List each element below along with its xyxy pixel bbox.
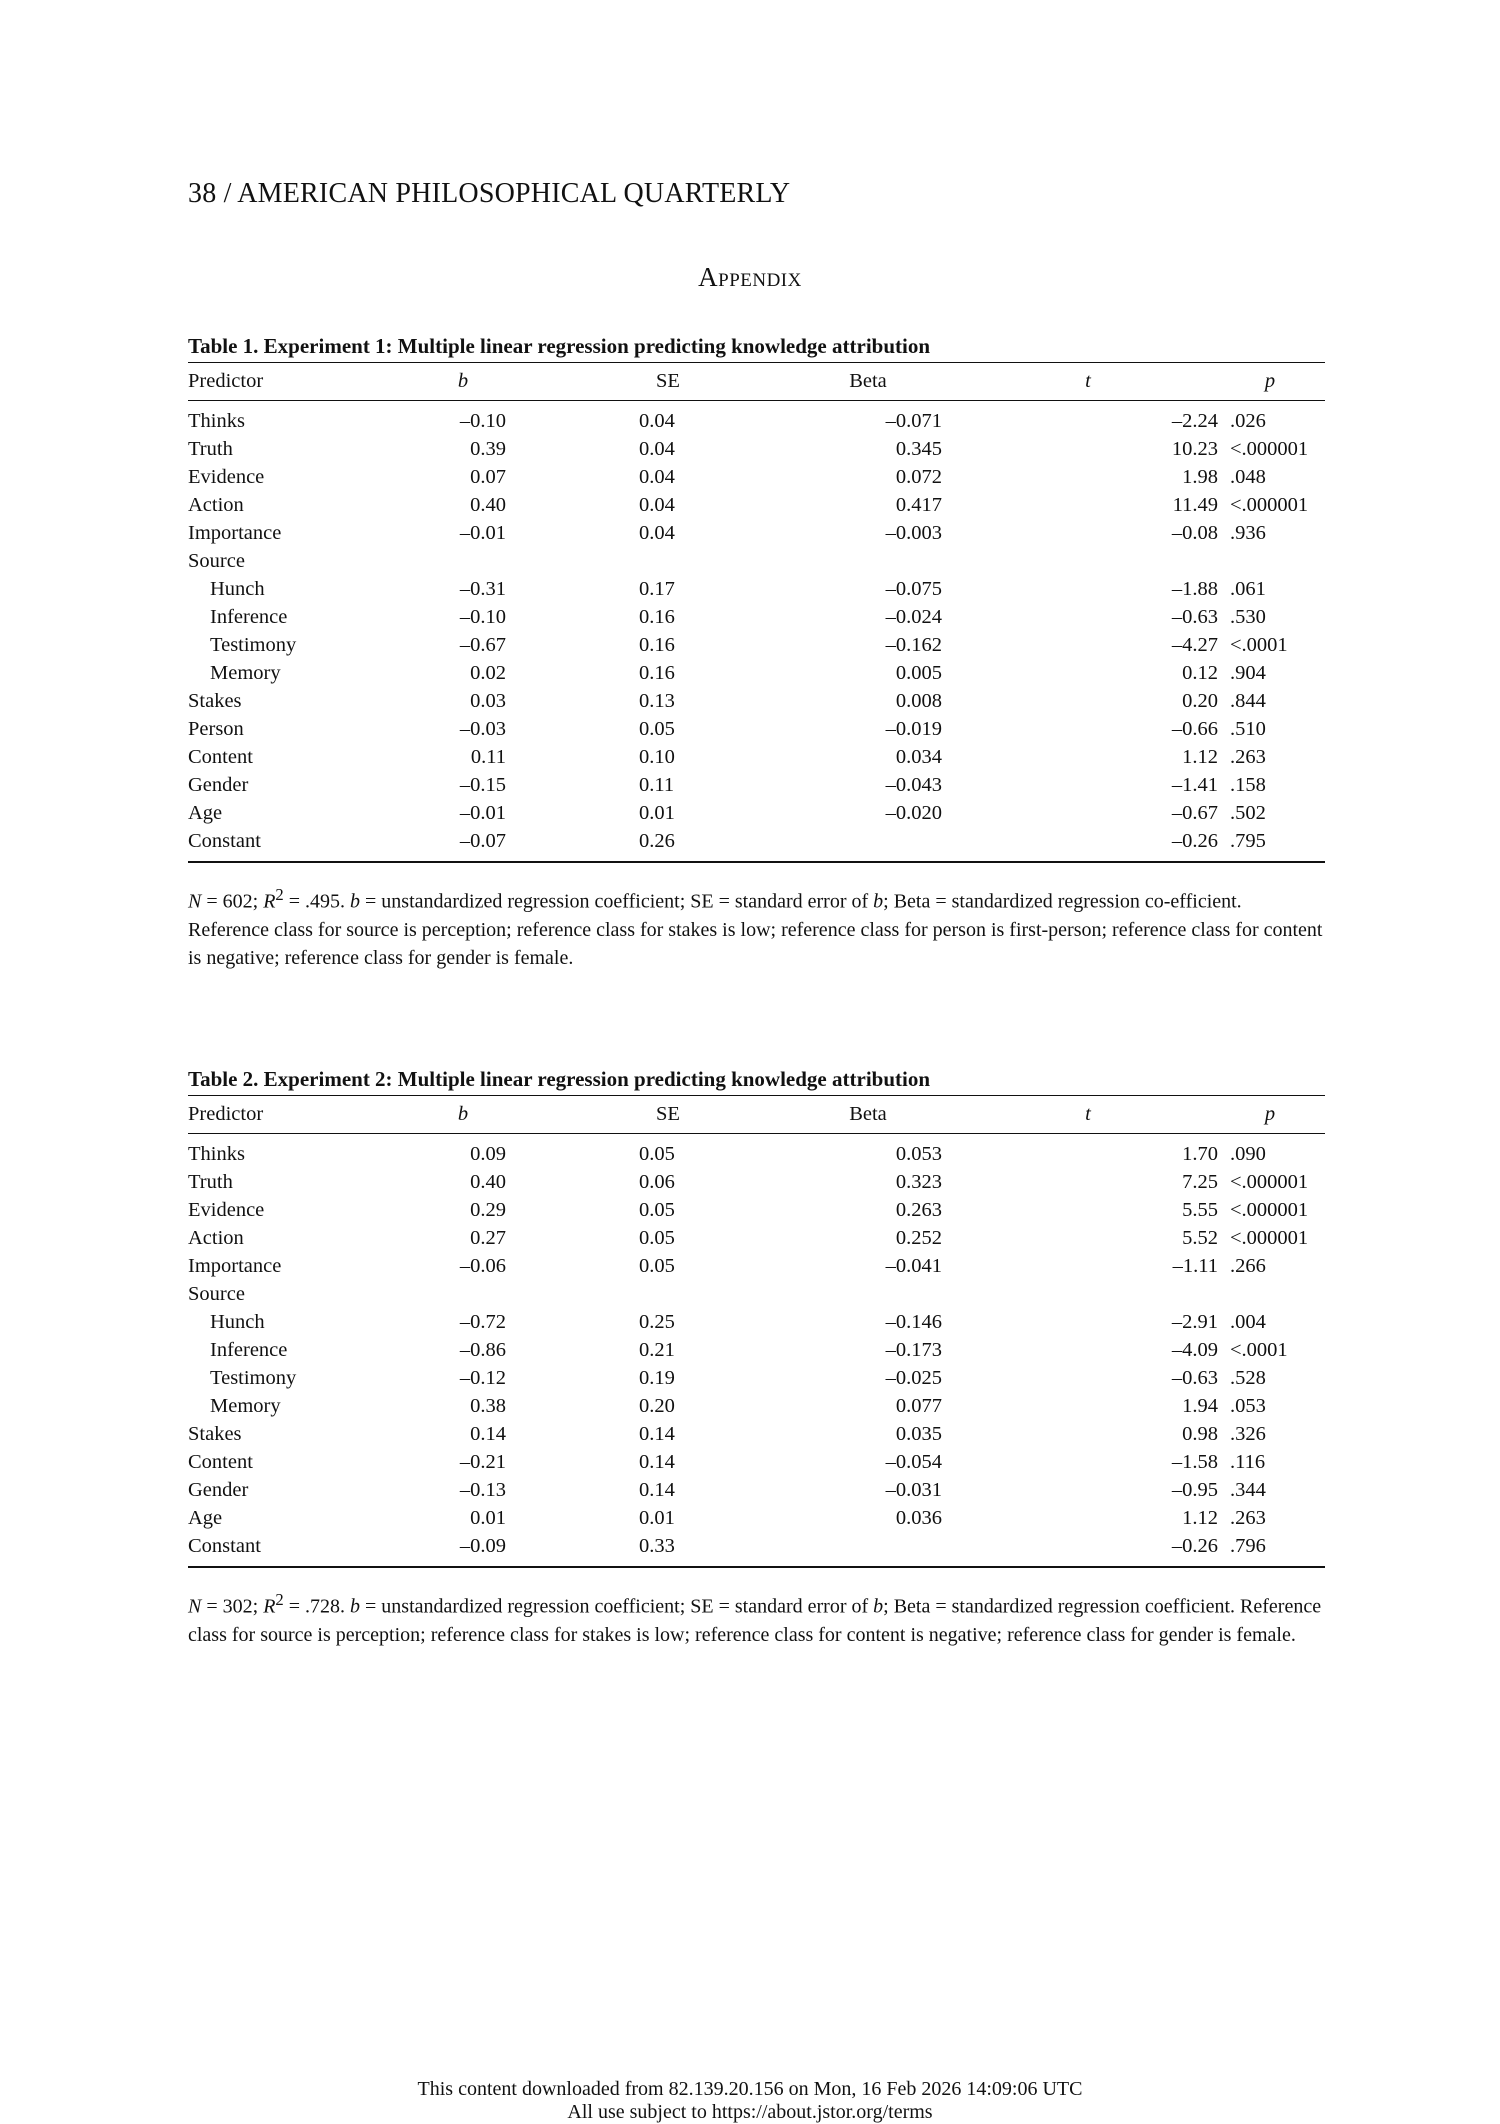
footer-line-2: All use subject to https://about.jstor.org/terms (567, 2101, 933, 2123)
table-bottom-rule (188, 861, 1325, 863)
cell-predictor: Importance (188, 1255, 282, 1277)
table-row (188, 1448, 1325, 1476)
table-1 (188, 330, 1325, 972)
cell-b: –0.31 (459, 578, 506, 600)
column-header-p: p (1264, 1103, 1276, 1125)
cell-se: 0.16 (639, 606, 675, 628)
cell-se: 0.06 (639, 1171, 675, 1193)
cell-b: –0.10 (459, 606, 506, 628)
cell-beta: –0.025 (885, 1367, 942, 1389)
column-header-b: b (457, 1103, 469, 1125)
cell-se: 0.05 (639, 718, 675, 740)
cell-beta: 0.035 (895, 1423, 942, 1445)
note-b: b (873, 1595, 884, 1618)
cell-se: 0.10 (639, 746, 675, 768)
table-body (188, 1140, 1325, 1560)
cell-predictor: Age (188, 802, 223, 824)
cell-predictor: Content (188, 1451, 253, 1473)
cell-b: 0.40 (470, 494, 506, 516)
cell-beta: 0.008 (895, 690, 942, 712)
note-part: = .495. (283, 890, 351, 913)
note-sup: 2 (275, 1590, 284, 1609)
table-row (188, 463, 1325, 491)
cell-se: 0.14 (639, 1451, 675, 1473)
cell-p: .116 (1230, 1451, 1266, 1473)
cell-predictor: Hunch (210, 1311, 265, 1333)
note-part: = .728. (283, 1595, 351, 1618)
table-header-row (188, 363, 1325, 400)
note-n: N (188, 890, 202, 913)
cell-p: <.000001 (1230, 494, 1309, 516)
cell-t: –0.08 (1171, 522, 1218, 544)
cell-t: –4.27 (1171, 634, 1218, 656)
cell-p: .528 (1230, 1367, 1266, 1389)
cell-se: 0.04 (639, 410, 675, 432)
cell-se: 0.04 (639, 438, 675, 460)
cell-p: .048 (1230, 466, 1266, 488)
cell-predictor: Hunch (210, 578, 265, 600)
cell-b: –0.10 (459, 410, 506, 432)
cell-p: .263 (1230, 1507, 1266, 1529)
cell-t: –1.88 (1171, 578, 1218, 600)
cell-predictor: Thinks (188, 410, 245, 432)
cell-se: 0.21 (639, 1339, 675, 1361)
table-row (188, 687, 1325, 715)
cell-p: .795 (1230, 830, 1266, 852)
cell-se: 0.14 (639, 1479, 675, 1501)
cell-t: –0.67 (1171, 802, 1218, 824)
cell-predictor: Memory (210, 1395, 281, 1417)
footer-line-1: This content downloaded from 82.139.20.156 on Mon, 16 Feb 2026 14:09:06 UTC (417, 2078, 1083, 2100)
table-row (188, 575, 1325, 603)
cell-p: <.000001 (1230, 438, 1309, 460)
cell-b: –0.67 (459, 634, 506, 656)
cell-t: –1.58 (1171, 1451, 1218, 1473)
column-header-beta: Beta (849, 370, 887, 392)
note-r: R (263, 890, 276, 913)
cell-se: 0.19 (639, 1367, 675, 1389)
cell-predictor: Inference (210, 606, 288, 628)
note-part: ; Beta = standardized regression coefficient. Reference class for source is perception; reference class for stakes is low; reference class for content is negative; reference class for gender is female. (188, 1595, 1322, 1646)
cell-t: 1.94 (1182, 1395, 1218, 1417)
running-head: 38 / AMERICAN PHILOSOPHICAL QUARTERLY (188, 178, 791, 209)
cell-b: –0.09 (459, 1535, 506, 1557)
cell-se: 0.05 (639, 1199, 675, 1221)
table-row (188, 827, 1325, 855)
column-header-se: SE (656, 370, 680, 392)
cell-b: –0.07 (459, 830, 506, 852)
column-header-beta: Beta (849, 1103, 887, 1125)
cell-p: .090 (1230, 1143, 1266, 1165)
cell-p: .510 (1230, 718, 1266, 740)
cell-beta: 0.072 (895, 466, 942, 488)
cell-beta: 0.263 (895, 1199, 942, 1221)
cell-b: –0.13 (459, 1479, 506, 1501)
cell-beta: 0.252 (895, 1227, 942, 1249)
cell-t: –2.24 (1171, 410, 1218, 432)
table-note (188, 1586, 1325, 1649)
cell-b: 0.03 (470, 690, 506, 712)
cell-beta: –0.162 (885, 634, 942, 656)
cell-predictor: Testimony (210, 634, 297, 656)
cell-se: 0.04 (639, 494, 675, 516)
table-caption: Table 1. Experiment 1: Multiple linear regression predicting knowledge attribution (188, 334, 931, 358)
table-row (188, 1364, 1325, 1392)
cell-predictor: Memory (210, 662, 281, 684)
cell-se: 0.01 (639, 802, 675, 824)
cell-t: –1.11 (1172, 1255, 1218, 1277)
cell-beta: 0.417 (895, 494, 942, 516)
cell-b: 0.40 (470, 1171, 506, 1193)
table-row (188, 1420, 1325, 1448)
cell-t: 10.23 (1171, 438, 1218, 460)
cell-b: 0.11 (470, 746, 506, 768)
cell-se: 0.11 (639, 774, 675, 796)
column-header-b: b (457, 370, 469, 392)
cell-b: 0.27 (470, 1227, 506, 1249)
table-row (188, 799, 1325, 827)
cell-p: .026 (1230, 410, 1266, 432)
cell-t: 1.12 (1182, 1507, 1218, 1529)
cell-b: –0.06 (459, 1255, 506, 1277)
cell-p: .904 (1230, 662, 1266, 684)
table-row (188, 407, 1325, 435)
note-part: = 302; (201, 1595, 264, 1618)
cell-t: –4.09 (1171, 1339, 1218, 1361)
cell-p: .502 (1230, 802, 1266, 824)
cell-beta: –0.146 (885, 1311, 942, 1333)
note-part: = unstandardized regression coefficient; SE = standard error of (360, 1595, 874, 1618)
cell-p: <.0001 (1230, 1339, 1288, 1361)
cell-beta: 0.053 (895, 1143, 942, 1165)
cell-beta: –0.075 (885, 578, 942, 600)
cell-t: 5.52 (1182, 1227, 1218, 1249)
cell-predictor: Content (188, 746, 253, 768)
cell-predictor: Constant (188, 830, 261, 852)
note-r: R (263, 1595, 276, 1618)
table-row (188, 1196, 1325, 1224)
cell-p: .844 (1230, 690, 1266, 712)
table-header-row (188, 1096, 1325, 1133)
table-row (188, 1532, 1325, 1560)
cell-se: 0.26 (639, 830, 675, 852)
cell-p: .266 (1230, 1255, 1266, 1277)
cell-predictor: Action (188, 494, 244, 516)
table-row (188, 1308, 1325, 1336)
cell-se: 0.16 (639, 634, 675, 656)
table-row (188, 1140, 1325, 1168)
cell-b: –0.72 (459, 1311, 506, 1333)
table-row (188, 1336, 1325, 1364)
cell-b: 0.29 (470, 1199, 506, 1221)
table-row (188, 715, 1325, 743)
cell-b: 0.07 (470, 466, 506, 488)
cell-b: –0.03 (459, 718, 506, 740)
cell-t: 7.25 (1182, 1171, 1218, 1193)
cell-p: <.0001 (1230, 634, 1288, 656)
column-header-se: SE (656, 1103, 680, 1125)
table-row (188, 1252, 1325, 1280)
cell-predictor: Testimony (210, 1367, 297, 1389)
cell-t: –0.95 (1171, 1479, 1218, 1501)
cell-predictor: Constant (188, 1535, 261, 1557)
cell-p: .344 (1230, 1479, 1266, 1501)
cell-t: –1.41 (1171, 774, 1218, 796)
cell-predictor: Gender (188, 774, 249, 796)
table-row (188, 435, 1325, 463)
table-row (188, 1504, 1325, 1532)
cell-t: –0.26 (1171, 1535, 1218, 1557)
cell-p: .936 (1230, 522, 1266, 544)
column-header-t: t (1085, 1103, 1091, 1125)
cell-beta: 0.323 (895, 1171, 942, 1193)
note-sup: 2 (275, 885, 284, 904)
column-header-predictor: Predictor (188, 370, 264, 392)
table-row (188, 1168, 1325, 1196)
cell-b: 0.09 (470, 1143, 506, 1165)
note-b: b (350, 1595, 361, 1618)
note-part: = unstandardized regression coefficient; SE = standard error of (360, 890, 874, 913)
cell-t: 1.98 (1182, 466, 1218, 488)
cell-beta: –0.054 (885, 1451, 942, 1473)
cell-t: –2.91 (1171, 1311, 1218, 1333)
cell-se: 0.17 (639, 578, 675, 600)
cell-predictor: Source (188, 1283, 245, 1305)
cell-beta: 0.036 (895, 1507, 942, 1529)
cell-predictor: Gender (188, 1479, 249, 1501)
cell-beta: 0.034 (895, 746, 942, 768)
cell-se: 0.33 (639, 1535, 675, 1557)
cell-t: –0.63 (1171, 606, 1218, 628)
cell-beta: 0.345 (895, 438, 942, 460)
download-footer (0, 2078, 1500, 2124)
cell-beta: –0.024 (885, 606, 942, 628)
cell-predictor: Truth (188, 438, 233, 460)
cell-beta: –0.019 (885, 718, 942, 740)
cell-predictor: Stakes (188, 690, 242, 712)
table-row (188, 659, 1325, 687)
cell-b: –0.15 (459, 774, 506, 796)
table-row (188, 631, 1325, 659)
cell-se: 0.01 (639, 1507, 675, 1529)
column-header-predictor: Predictor (188, 1103, 264, 1125)
cell-p: .530 (1230, 606, 1266, 628)
note-part: ; Beta = standardized regression co-efficient. Reference class for source is perception; reference class for stakes is low; reference class for person is first-person; reference class for content is negative; reference class for gender is female. (188, 890, 1323, 969)
cell-t: –0.26 (1171, 830, 1218, 852)
cell-beta: –0.003 (885, 522, 942, 544)
cell-b: 0.02 (470, 662, 506, 684)
cell-b: –0.12 (459, 1367, 506, 1389)
cell-predictor: Person (188, 718, 244, 740)
column-header-t: t (1085, 370, 1091, 392)
cell-p: .053 (1230, 1395, 1266, 1417)
cell-se: 0.25 (639, 1311, 675, 1333)
cell-t: 5.55 (1182, 1199, 1218, 1221)
cell-p: <.000001 (1230, 1227, 1309, 1249)
cell-predictor: Action (188, 1227, 244, 1249)
table-row (188, 603, 1325, 631)
table-row (188, 1224, 1325, 1252)
cell-p: <.000001 (1230, 1171, 1309, 1193)
table-row (188, 1392, 1325, 1420)
cell-se: 0.04 (639, 466, 675, 488)
cell-predictor: Stakes (188, 1423, 242, 1445)
cell-t: –0.63 (1171, 1367, 1218, 1389)
cell-beta: –0.173 (885, 1339, 942, 1361)
cell-beta: –0.043 (885, 774, 942, 796)
table-row (188, 743, 1325, 771)
section-title: Appendix (698, 262, 802, 292)
cell-b: –0.86 (459, 1339, 506, 1361)
note-n: N (188, 1595, 202, 1618)
cell-t: 0.98 (1182, 1423, 1218, 1445)
cell-t: 0.12 (1182, 662, 1218, 684)
cell-predictor: Age (188, 1507, 223, 1529)
cell-beta: 0.005 (895, 662, 942, 684)
cell-t: –0.66 (1171, 718, 1218, 740)
table-row (188, 771, 1325, 799)
cell-p: .326 (1230, 1423, 1266, 1445)
table-row (188, 1476, 1325, 1504)
cell-t: 11.49 (1172, 494, 1218, 516)
cell-predictor: Evidence (188, 466, 265, 488)
cell-predictor: Source (188, 550, 245, 572)
cell-beta: –0.031 (885, 1479, 942, 1501)
cell-se: 0.14 (639, 1423, 675, 1445)
table-row (188, 1280, 1325, 1308)
cell-t: 0.20 (1182, 690, 1218, 712)
cell-b: 0.01 (470, 1507, 506, 1529)
column-header-p: p (1264, 370, 1276, 392)
cell-t: 1.70 (1182, 1143, 1218, 1165)
cell-predictor: Inference (210, 1339, 288, 1361)
cell-beta: 0.077 (895, 1395, 942, 1417)
cell-b: –0.01 (459, 802, 506, 824)
cell-p: <.000001 (1230, 1199, 1309, 1221)
cell-se: 0.20 (639, 1395, 675, 1417)
cell-p: .796 (1230, 1535, 1266, 1557)
cell-se: 0.05 (639, 1255, 675, 1277)
cell-beta: –0.041 (885, 1255, 942, 1277)
cell-se: 0.16 (639, 662, 675, 684)
cell-se: 0.05 (639, 1227, 675, 1249)
cell-b: –0.01 (459, 522, 506, 544)
cell-b: 0.38 (470, 1395, 506, 1417)
cell-p: .004 (1230, 1311, 1266, 1333)
cell-beta: –0.020 (885, 802, 942, 824)
cell-p: .263 (1230, 746, 1266, 768)
cell-predictor: Thinks (188, 1143, 245, 1165)
cell-se: 0.05 (639, 1143, 675, 1165)
table-row (188, 547, 1325, 575)
table-caption: Table 2. Experiment 2: Multiple linear regression predicting knowledge attribution (188, 1067, 931, 1091)
cell-p: .061 (1230, 578, 1266, 600)
cell-predictor: Evidence (188, 1199, 265, 1221)
table-2 (188, 1063, 1325, 1649)
cell-beta: –0.071 (885, 410, 942, 432)
cell-se: 0.04 (639, 522, 675, 544)
table-bottom-rule (188, 1566, 1325, 1568)
cell-b: 0.39 (470, 438, 506, 460)
cell-predictor: Importance (188, 522, 282, 544)
table-row (188, 491, 1325, 519)
cell-b: –0.21 (459, 1451, 506, 1473)
cell-predictor: Truth (188, 1171, 233, 1193)
note-b: b (350, 890, 361, 913)
note-part: = 602; (201, 890, 264, 913)
table-row (188, 519, 1325, 547)
cell-b: 0.14 (470, 1423, 506, 1445)
table-body (188, 407, 1325, 855)
cell-p: .158 (1230, 774, 1266, 796)
cell-t: 1.12 (1182, 746, 1218, 768)
note-b: b (873, 890, 884, 913)
cell-se: 0.13 (639, 690, 675, 712)
table-note (188, 881, 1325, 972)
